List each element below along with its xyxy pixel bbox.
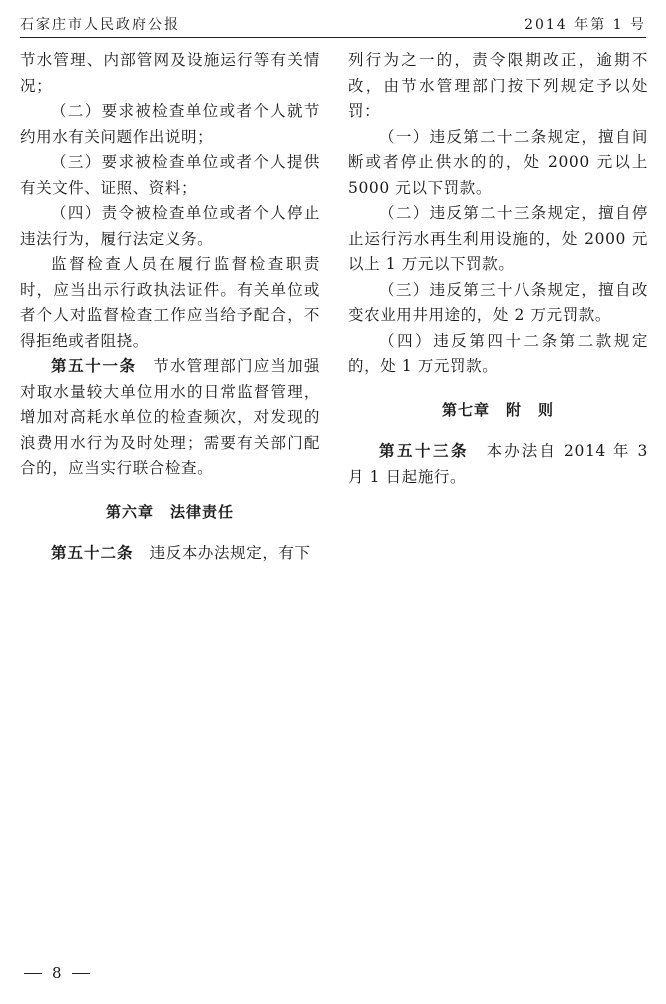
article-51 — [20, 354, 320, 482]
gazette-title: 石家庄市人民政府公报 — [20, 17, 180, 33]
page-footer — [24, 964, 90, 982]
page-header — [20, 12, 646, 38]
paragraph: （三）要求被检查单位或者个人提供有关文件、证照、资料； — [20, 153, 320, 197]
article-title: 第五十一条 — [51, 357, 137, 375]
article-text: 节水管理部门应当加强对取水量较大单位用水的日常监督管理，增加对高耗水单位的检查频次，对发现的浪费用水行为及时处理；需要有关部门配合的，应当实行联合检查。 — [20, 357, 320, 477]
article-title: 第五十三条 — [379, 442, 469, 460]
paragraph: （二）要求被检查单位或者个人就节约用水有关问题作出说明； — [20, 102, 320, 146]
paragraph: 列行为之一的，责令限期改正，逾期不改，由节水管理部门按下列规定予以处罚： — [348, 51, 648, 120]
paragraph: （三）违反第三十八条规定，擅自改变农业用井用途的，处 2 万元罚款。 — [348, 280, 648, 324]
article-52 — [20, 541, 320, 567]
page-number: 8 — [52, 964, 62, 982]
paragraph: 节水管理、内部管网及设施运行等有关情况； — [20, 51, 320, 95]
article-53 — [348, 439, 648, 490]
article-title: 第五十二条 — [51, 544, 134, 562]
dash-right — [72, 973, 90, 974]
chapter-number: 第六章 — [105, 502, 154, 521]
chapter-heading — [348, 398, 648, 424]
chapter-number: 第七章 — [441, 400, 490, 419]
paragraph: （四）违反第四十二条第二款规定的，处 1 万元罚款。 — [348, 331, 648, 375]
paragraph: （二）违反第二十三条规定，擅自停止运行污水再生利用设施的，处 2000 元以上 1 万元以下罚款。 — [348, 204, 648, 273]
chapter-heading — [20, 500, 320, 526]
issue-number: 2014 年第 1 号 — [524, 17, 646, 33]
paragraph: （四）责令被检查单位或者个人停止违法行为，履行法定义务。 — [20, 204, 320, 248]
left-column — [20, 48, 320, 567]
paragraph: （一）违反第二十二条规定，擅自间断或者停止供水的的，处 2000 元以上 5000 元以下罚款。 — [348, 127, 648, 197]
dash-left — [24, 973, 42, 974]
chapter-title: 附 则 — [506, 400, 555, 419]
right-column — [348, 48, 648, 490]
chapter-title: 法律责任 — [170, 502, 235, 521]
article-text: 违反本办法规定，有下 — [149, 544, 311, 562]
article-text: 本办法自 2014 年 3 月 1 日起施行。 — [348, 442, 648, 486]
paragraph: 监督检查人员在履行监督检查职责时，应当出示行政执法证件。有关单位或者个人对监督检查工作应当给予配合，不得拒绝或者阻挠。 — [20, 255, 320, 350]
